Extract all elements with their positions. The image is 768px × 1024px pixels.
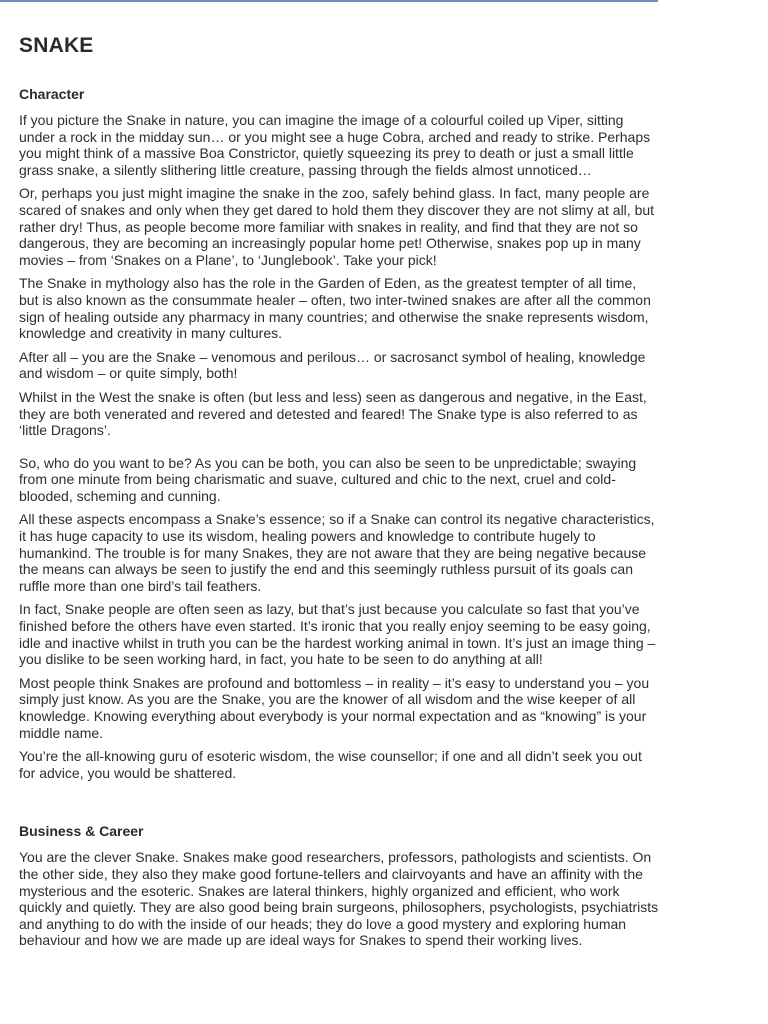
paragraph: Or, perhaps you just might imagine the snake in the zoo, safely behind glass. In fact, many people are scared of snakes and only when they get dared to hold them they discover they are not slimy at all, but rather dry! Thus, as people become more familiar with snakes in reality, and find that they are not so dangerous, they are becoming an increasingly popular home pet! Otherwise, snakes pop up in many movies – from ‘Snakes on a Plane’, to ‘Junglebook’. Take your pick! (19, 185, 655, 268)
paragraph: Whilst in the West the snake is often (but less and less) seen as dangerous and negative, in the East, they are both venerated and revered and detested and feared! The Snake type is also referred to as ‘little Dragons’. (19, 388, 647, 439)
paragraph: So, who do you want to be? As you can be both, you can also be seen to be unpredictable; swaying from one minute from being charismatic and suave, cultured and chic to the next, cruel and cold-blooded, scheming and cunning. (19, 454, 637, 504)
paragraph: You are the clever Snake. Snakes make good researchers, professors, pathologists and scientists. On the other side, they also they make good fortune-tellers and clairvoyants and have an affinity with the mysterious and the esoteric. Snakes are lateral thinkers, highly organized and efficient, who work quickly and quietly. They are also good being brain surgeons, philosophers, psychologists, psychiatrists and anything to do with the inside of our heads; they do love a good mystery and exploring human behaviour and how we are made up are ideal ways for Snakes to spend their working lives. (19, 849, 659, 949)
paragraph: After all – you are the Snake – venomous and perilous… or sacrosanct symbol of healing, knowledge and wisdom – or quite simply, both! (19, 348, 646, 382)
paragraph: All these aspects encompass a Snake’s essence; so if a Snake can control its negative characteristics, it has huge capacity to use its wisdom, healing powers and knowledge to contribute hugely to humankind. The trouble is for many Snakes, they are not aware that they are being negative because the means can always be seen to justify the end and this seemingly ruthless pursuit of its goals can ruffle more than one bird’s tail feathers. (19, 511, 655, 594)
document-page (19, 34, 659, 956)
paragraph: If you picture the Snake in nature, you can imagine the image of a colourful coiled up Viper, sitting under a rock in the midday sun… or you might see a huge Cobra, arched and ready to strike. Perhaps you might think of a massive Boa Constrictor, quietly squeezing its prey to death or just a small little grass snake, a silently slithering little creature, passing through the fields almost unnoticed… (19, 112, 651, 178)
section-heading-business-career: Business & Career (19, 823, 144, 840)
top-rule (0, 0, 658, 2)
paragraph: You’re the all-knowing guru of esoteric wisdom, the wise counsellor; if one and all didn’t seek you out for advice, you would be shattered. (19, 748, 642, 781)
paragraph: Most people think Snakes are profound and bottomless – in reality – it’s easy to understand you – you simply just know. As you are the Snake, you are the knower of all wisdom and the wise keeper of all knowledge. Knowing everything about everybody is your normal expectation and as “knowing” is your middle name. (19, 674, 650, 741)
paragraph: In fact, Snake people are often seen as lazy, but that’s just because you calculate so fast that you’ve finished before the others have even started. It’s ironic that you really enjoy seeming to be easy going, idle and inactive whilst in truth you can be the hardest working animal in town. It’s just an image thing – you dislike to be seen working hard, in fact, you hate to be seen to do anything at all! (19, 601, 656, 668)
paragraph: The Snake in mythology also has the role in the Garden of Eden, as the greatest tempter of all time, but is also known as the consummate healer – often, two inter-twined snakes are after all the common sign of healing outside any pharmacy in many countries; and otherwise the snake represents wisdom, knowledge and creativity in many cultures. (19, 275, 651, 342)
section-heading-character: Character (19, 86, 85, 102)
document-title: SNAKE (19, 34, 94, 57)
